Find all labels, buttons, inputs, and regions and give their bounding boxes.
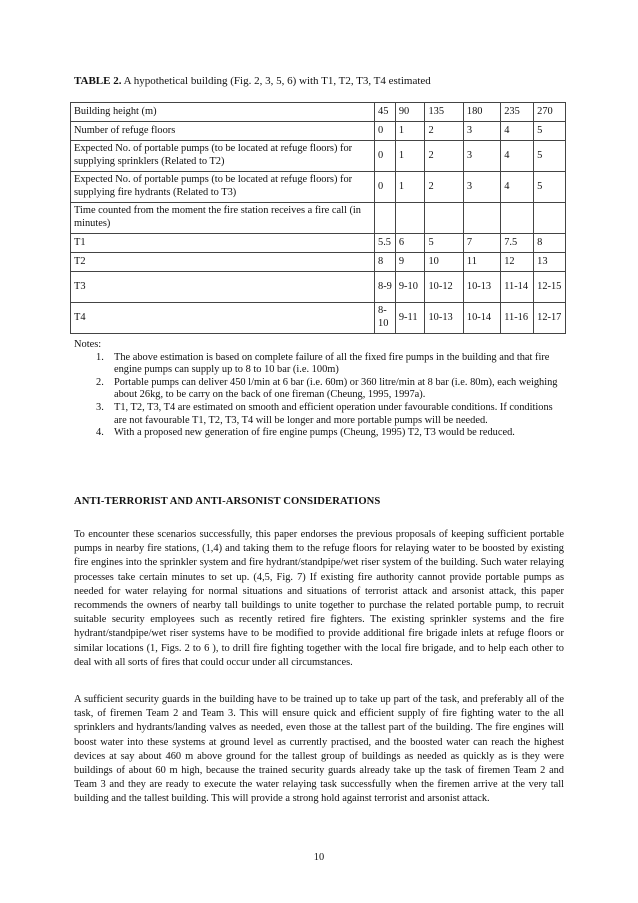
table-cell: 11-16	[501, 303, 534, 334]
table-cell: 8	[534, 234, 566, 253]
table-cell	[463, 203, 500, 234]
table-cell: 3	[463, 141, 500, 172]
table-cell: 8-9	[375, 272, 396, 303]
table-row	[71, 141, 566, 172]
table-cell: 1	[395, 172, 425, 203]
table-cell: 3	[463, 122, 500, 141]
table-cell: 6	[395, 234, 425, 253]
table-cell: 180	[463, 103, 500, 122]
table-cell: 5	[534, 141, 566, 172]
page-number: 10	[313, 852, 325, 863]
notes-title: Notes:	[74, 339, 102, 350]
row-label: Building height (m)	[71, 103, 375, 122]
body-paragraph-1: To encounter these scenarios successfully, this paper endorses the previous proposals of keeping sufficient portable pumps in nearby fire stations, (1,4) and taking them to the refuge floors for relaying water to be boosted by existing fire engines into the sprinkler system and fire hydrant/standpipe/wet riser system of the building. Such water relaying processes take certain minutes to set up. (4,5, Fig. 7) If existing fire authority cannot provide portable pumps as needed for water relaying for normal situations and situations of terrorist attack and arsonist attack, this paper recommends the owners of nearby tall buildings to unite together to purchase the related portable pump, to recruit suitable security employees such as recently retired fire fighters. The existing sprinkler systems and the fire hydrant/standpipe/wet riser systems have to be modified to provide additional fire brigade inlets at refuge floors or similar locations (1, Figs. 2 to 6 ), to drill fire fighting together with the local fire brigade, and to help each other to deal with all sorts of fires that could occur under all circumstances.	[74, 529, 564, 668]
note-number: 2.	[96, 376, 104, 388]
note-item	[74, 352, 564, 377]
table-cell: 10-12	[425, 272, 463, 303]
table-cell: 10-13	[425, 303, 463, 334]
row-label: T1	[71, 234, 375, 253]
table-cell: 235	[501, 103, 534, 122]
section-heading: ANTI-TERRORIST AND ANTI-ARSONIST CONSIDERATIONS	[74, 496, 381, 507]
row-label: T4	[71, 303, 375, 334]
table-cell: 0	[375, 172, 396, 203]
note-text: T1, T2, T3, T4 are estimated on smooth and efficient operation under favourable conditions. If conditions are not favourable T1, T2, T3, T4 will be longer and more portable pumps will be needed.	[114, 401, 553, 426]
table-cell: 0	[375, 122, 396, 141]
table-cell: 3	[463, 172, 500, 203]
table-cell: 2	[425, 122, 463, 141]
table-cell: 5	[425, 234, 463, 253]
table-caption-label: TABLE 2.	[74, 75, 122, 87]
table-cell: 10-13	[463, 272, 500, 303]
table-cell: 12-17	[534, 303, 566, 334]
table-caption-text: A hypothetical building (Fig. 2, 3, 5, 6) with T1, T2, T3, T4 estimated	[121, 75, 431, 87]
table-cell: 12-15	[534, 272, 566, 303]
table-caption	[74, 74, 574, 88]
table-cell: 7.5	[501, 234, 534, 253]
table-cell: 8	[375, 253, 396, 272]
note-number: 3.	[96, 401, 104, 413]
row-label: T2	[71, 253, 375, 272]
note-number: 1.	[96, 351, 104, 363]
table-cell: 5	[534, 122, 566, 141]
table-cell	[534, 203, 566, 234]
table-cell: 11-14	[501, 272, 534, 303]
table-cell: 9	[395, 253, 425, 272]
estimate-table	[70, 102, 566, 334]
row-label: Expected No. of portable pumps (to be located at refuge floors) for supplying fire hydrants (Related to T3)	[71, 172, 375, 203]
table-cell: 90	[395, 103, 425, 122]
table-cell: 5.5	[375, 234, 396, 253]
table-cell: 135	[425, 103, 463, 122]
note-text: With a proposed new generation of fire engine pumps (Cheung, 1995) T2, T3 would be reduced.	[114, 427, 515, 439]
table-cell: 11	[463, 253, 500, 272]
table-cell: 270	[534, 103, 566, 122]
table-cell: 4	[501, 172, 534, 203]
table-cell: 4	[501, 122, 534, 141]
table-row	[71, 253, 566, 272]
body-paragraph-2: A sufficient security guards in the building have to be trained up to take up part of the task, and preferably all of the task, of firemen Team 2 and Team 3. This will ensure quick and efficient supply of fire fighting water to the all sprinklers and hydrants/landing valves as needed, even those at the tallest part of the building. The fire engines will boost water into these systems at ground level as currently practised, and the boosted water can reach the highest devices at say about 460 m above ground for the tallest group of buildings as needed as quickly as is they were buildings of about 60 m high, because the trained security guards already take up the task of firemen Team 2 and Team 3 and they are ready to execute the water relaying task successfully when the firemen arrive at the very tall building and the tallest building. This will provide a strong hold against terrorist and arsonist attack.	[74, 694, 564, 805]
table-cell	[425, 203, 463, 234]
note-text: Portable pumps can deliver 450 l/min at 6 bar (i.e. 60m) or 360 litre/min at 8 bar (i.e. 80m), each weighing about 26kg, to be carry on the back of one fireman (Cheung, 1995, 1997a).	[114, 376, 558, 401]
table-cell: 10-14	[463, 303, 500, 334]
table-cell: 4	[501, 141, 534, 172]
note-item	[74, 402, 564, 427]
row-label: T3	[71, 272, 375, 303]
note-item	[74, 427, 564, 440]
table-cell: 2	[425, 172, 463, 203]
table-cell: 1	[395, 141, 425, 172]
table-cell: 10	[425, 253, 463, 272]
table-row	[71, 203, 566, 234]
table-cell: 0	[375, 141, 396, 172]
table-cell: 8-10	[375, 303, 396, 334]
row-label: Number of refuge floors	[71, 122, 375, 141]
table-cell	[375, 203, 396, 234]
table-cell: 2	[425, 141, 463, 172]
table-cell: 5	[534, 172, 566, 203]
table-row	[71, 103, 566, 122]
note-text: The above estimation is based on complete failure of all the fixed fire pumps in the building and that fire engine pumps can supply up to 8 to 10 bar (i.e. 100m)	[114, 351, 550, 376]
table-row	[71, 172, 566, 203]
table-cell: 1	[395, 122, 425, 141]
table-row	[71, 122, 566, 141]
table-cell: 7	[463, 234, 500, 253]
row-label: Expected No. of portable pumps (to be located at refuge floors) for supplying sprinklers (Related to T2)	[71, 141, 375, 172]
table-cell: 12	[501, 253, 534, 272]
table-row	[71, 234, 566, 253]
table-cell: 9-10	[395, 272, 425, 303]
table-row	[71, 303, 566, 334]
table-cell: 13	[534, 253, 566, 272]
note-item	[74, 377, 564, 402]
note-number: 4.	[96, 427, 104, 439]
table-cell	[395, 203, 425, 234]
table-cell: 9-11	[395, 303, 425, 334]
notes	[74, 339, 564, 440]
notes-list	[74, 352, 564, 440]
table-cell	[501, 203, 534, 234]
table-cell: 45	[375, 103, 396, 122]
table-row	[71, 272, 566, 303]
row-label: Time counted from the moment the fire station receives a fire call (in minutes)	[71, 203, 375, 234]
